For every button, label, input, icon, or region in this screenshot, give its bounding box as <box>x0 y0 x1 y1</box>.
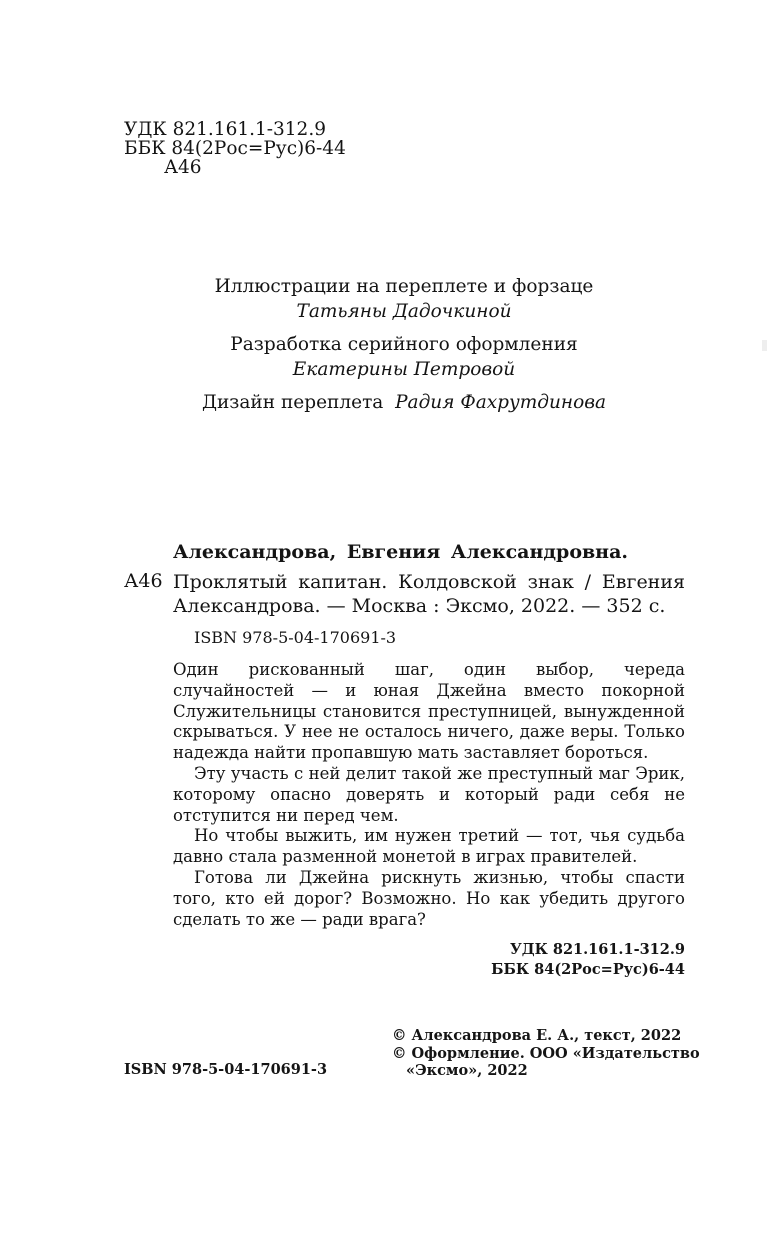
annotation-paragraph: Эту участь с ней делит такой же преступный маг Эрик, которому опасно доверять и который ради себя не отступится ни перед чем. <box>173 763 685 825</box>
copyright-design-line-cont: «Эксмо», 2022 <box>406 1062 528 1079</box>
bbk-code: ББК 84(2Рос=Рус)6-44 <box>124 138 346 159</box>
annotation-paragraph: Готова ли Джейна рискнуть жизнью, чтобы спасти того, кто ей дорог? Возможно. Но как убедить другого сделать то же — ради врага? <box>173 867 685 929</box>
catalog-isbn: ISBN 978-5-04-170691-3 <box>194 628 397 647</box>
classification-codes-top <box>124 120 346 177</box>
annotation-paragraph: Но чтобы выжить, им нужен третий — тот, чья судьба давно стала разменной монетой в играх правителей. <box>173 826 685 867</box>
cover-design-label: Дизайн переплета <box>201 392 384 413</box>
catalog-author-heading: Александрова, Евгения Александровна. <box>173 541 629 563</box>
udk-code-bottom: УДК 821.161.1-312.9 <box>509 941 685 958</box>
series-design-artist: Екатерины Петровой <box>292 359 516 380</box>
title-line-2: Александрова. — Москва : Эксмо, 2022. — 352 с. <box>173 595 666 617</box>
catalog-author-sign: А46 <box>124 570 163 592</box>
copyright-design-line: © Оформление. ООО «Издательство <box>392 1044 700 1062</box>
copyright-notice <box>392 1027 700 1080</box>
illustrations-label: Иллюстрации на переплете и форзаце <box>214 276 594 297</box>
series-design-credit <box>0 332 768 382</box>
copyright-text-line: © Александрова Е. А., текст, 2022 <box>392 1027 682 1044</box>
series-design-label: Разработка серийного оформления <box>230 334 578 355</box>
illustrations-artist: Татьяны Дадочкиной <box>296 301 512 322</box>
catalog-title-description <box>173 570 685 618</box>
bbk-code-bottom: ББК 84(2Рос=Рус)6-44 <box>491 961 685 978</box>
design-credits <box>0 274 768 415</box>
udk-code: УДК 821.161.1-312.9 <box>124 119 326 140</box>
annotation-paragraph: Один рискованный шаг, один выбор, череда случайностей — и юная Джейна вместо покорной Служительницы становится преступницей, вынужденной скрываться. У нее не осталось ничего, даже веры. Только надежда найти пропавшую мать заставляет бороться. <box>173 660 685 763</box>
classification-codes-bottom <box>450 940 685 980</box>
title-line-1: Проклятый капитан. Колдовской знак / Евгения <box>173 571 685 593</box>
cover-design-credit <box>0 390 768 415</box>
isbn-bottom: ISBN 978-5-04-170691-3 <box>124 1061 328 1078</box>
page-edge-mark <box>762 340 767 351</box>
illustrations-credit <box>0 274 768 324</box>
annotation <box>173 660 685 930</box>
cover-design-artist: Радия Фахрутдинова <box>395 392 607 413</box>
author-sign: А46 <box>164 157 202 178</box>
